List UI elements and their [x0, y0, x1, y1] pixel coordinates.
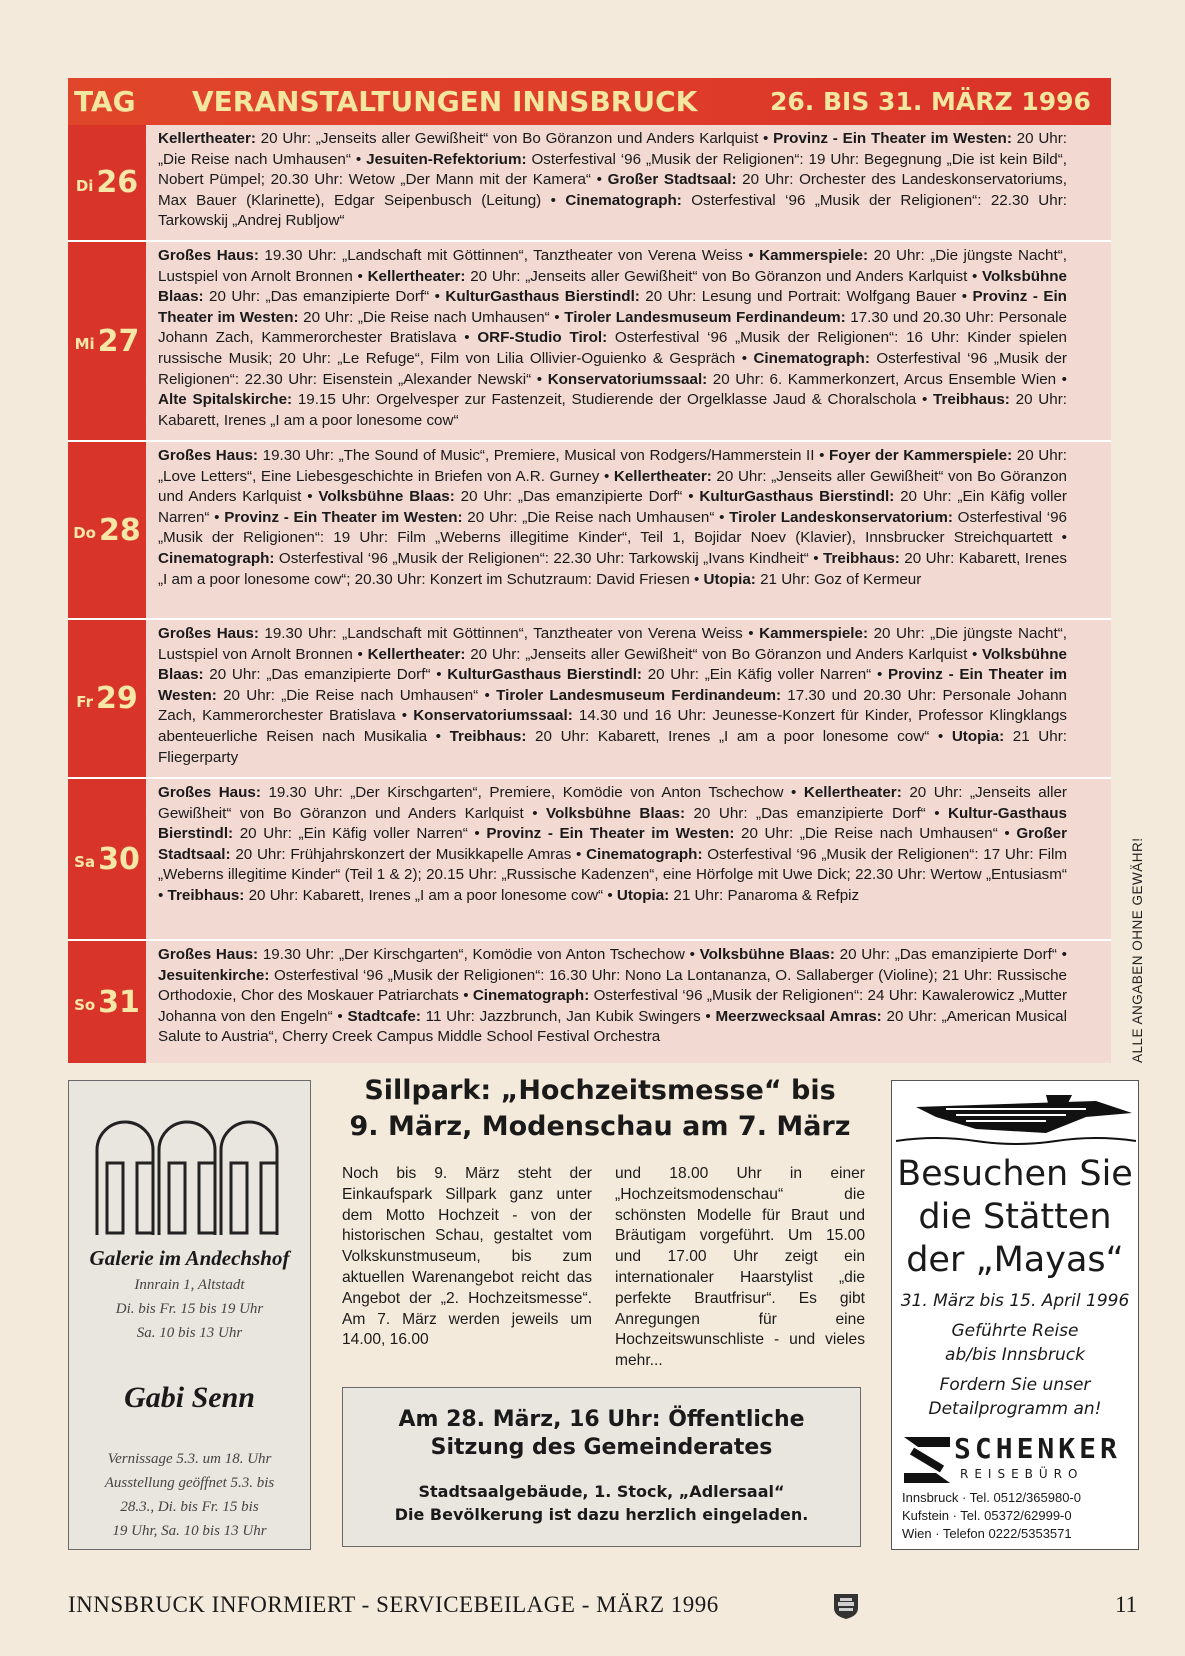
day-row [68, 242, 1111, 440]
event-details: 20 Uhr: „Die jüngste Nacht“, Lustspiel von Arnolt Bronnen • [158, 247, 1067, 285]
event-details: Osterfestival ‘96 „Musik der Religionen“: 16.30 Uhr: Nono La Lontananza, O. Sallaberger (Violine); 21 Uhr: Russische Orthodoxie, Chor des Moskauer Patriarchats • [158, 966, 1067, 1005]
venue-name: Tiroler Landeskonservatorium: [729, 508, 953, 526]
event-details: 20 Uhr: Kabarett, Irenes „I am a poor lonesome cow“; 20.30 Uhr: Konzert im Schutzraum: David Friesen • [158, 549, 1067, 588]
venue-name: Kellertheater: [158, 130, 256, 147]
venue-name: Konservatoriumssaal: [413, 707, 573, 725]
contact-list [902, 1489, 1132, 1543]
gallery-hours: Di. bis Fr. 15 bis 19 Uhr [115, 1301, 264, 1317]
venue-name: Kultur-Gasthaus Bierstindl: [158, 804, 1067, 843]
article-title: Sillpark: „Hochzeitsmesse“ bis 9. März, Modenschau am 7. März [349, 1075, 851, 1142]
travel-cta: Fordern Sie unser [939, 1375, 1091, 1395]
event-details: 20 Uhr: Kabarett, Irenes „I am a poor lonesome cow“ • [526, 727, 952, 745]
event-details: 20 Uhr: „Das emanzipierte Dorf“ • [203, 666, 448, 684]
venue-name: Alte Spitalskirche: [158, 391, 293, 409]
event-details: 20 Uhr: „Jenseits aller Gewißheit“ von Bo Göranzon und Anders Karlquist • [255, 130, 774, 147]
event-details: 19.30 Uhr: „Der Kirschgarten“, Komödie von Anton Tschechow • [258, 946, 700, 963]
event-details: 20 Uhr: „American Musical Salute to Austria“, Cherry Creek Campus Middle School Festival Orchestra [158, 1007, 1067, 1046]
contact-line: Kufstein · Tel. 05372/62999-0 [902, 1508, 1072, 1523]
day-column-header: TAG [74, 85, 136, 118]
event-details: 11 Uhr: Jazzbrunch, Jan Kubik Swingers • [420, 1007, 716, 1025]
event-details: 21 Uhr: Goz of Kermeur [755, 570, 922, 588]
venue-name: Provinz - Ein Theater im Westen: [773, 130, 1012, 147]
brand-subtitle: REISEBÜRO [960, 1467, 1084, 1481]
schenker-logo-icon [904, 1437, 950, 1483]
event-details: 20 Uhr: „Love Letters“, Eine Liebesgeschichte in Briefen von A.R. Gurney • [158, 447, 1068, 485]
venue-name: Provinz - Ein Theater im Westen: [158, 288, 1067, 326]
event-details: 19.30 Uhr: „The Sound of Music“, Premiere, Musical von Rodgers/Hammerstein II • [258, 447, 830, 464]
day-label: Fr 29 [68, 620, 146, 777]
event-details: 20 Uhr: Frühjahrskonzert der Musikkapelle Amras • [230, 845, 587, 863]
day-label: So 31 [68, 941, 146, 1063]
gallery-hours: Sa. 10 bis 13 Uhr [136, 1325, 243, 1341]
day-row [68, 442, 1111, 618]
council-notice [342, 1387, 861, 1547]
event-details: Osterfestival ‘96 „Musik der Religionen“: 22.30 Uhr: Eisenstein „Alexander Newski“ • [158, 349, 1067, 388]
event-details: 20 Uhr: „Die Reise nach Umhausen“ • [462, 508, 730, 526]
article-column: Noch bis 9. März steht der Einkaufspark Sillpark ganz unter dem Motto Hochzeit - von der historischen Schau, gestaltet vom Volkskunstmuseum, bis zum aktuellen Warenangebot reicht das Angebot der „2. Hochzeitsmesse“. Am 7. März werden jeweils um 14.00, 16.00 [342, 1165, 592, 1349]
event-details: 20 Uhr: „Das emanzipierte Dorf“ • [685, 804, 948, 822]
event-details: 19.15 Uhr: Orgelvesper zur Fastenzeit, Studierende der Orgelklasse Jaud & Choralschola • [292, 391, 934, 409]
venue-name: Jesuiten-Refektorium: [366, 150, 527, 168]
venue-name: Volksbühne Blaas: [318, 488, 455, 506]
events-table [68, 78, 1111, 1063]
travel-ad [891, 1080, 1139, 1550]
event-details: 20 Uhr: Kabarett, Irenes „I am a poor lonesome cow“ • [244, 886, 617, 904]
event-details: 20 Uhr: Lesung und Portrait: Wolfgang Bauer • [639, 288, 973, 306]
event-details: 14.30 und 16 Uhr: Jeunesse-Konzert für Kinder, Professor Klingklangs abenteuerliche Reisen nach Musikalia • [158, 707, 1067, 745]
venue-name: Großer Stadtsaal: [607, 171, 737, 189]
event-details: Osterfestival ‘96 „Musik der Religionen“: 22.30 Uhr: Tarkowskij „Andrej Rubljow“ [158, 191, 1067, 230]
city-crest-icon [832, 1590, 860, 1620]
venue-name: KulturGasthaus Bierstindl: [699, 488, 895, 506]
day-row [68, 620, 1111, 777]
day-row [68, 125, 1111, 240]
venue-name: Konservatoriumssaal: [547, 370, 708, 388]
venue-name: KulturGasthaus Bierstindl: [447, 666, 642, 684]
council-details: Stadtsaalgebäude, 1. Stock, „Adlersaal“ Die Bevölkerung ist dazu herzlich eingeladen. [394, 1482, 809, 1524]
event-details: 20 Uhr: „Die Reise nach Umhausen“ • [734, 825, 1017, 843]
venue-name: Großes Haus: [158, 784, 261, 801]
exhibition-info: 28.3., Di. bis Fr. 15 bis [120, 1499, 259, 1515]
venue-name: Provinz - Ein Theater im Westen: [224, 508, 463, 526]
event-details: 19.30 Uhr: „Landschaft mit Göttinnen“, Tanztheater von Verena Weiss • [258, 247, 760, 264]
event-details: 20 Uhr: „Das emanzipierte Dorf“ • [203, 288, 446, 306]
travel-dates: 31. März bis 15. April 1996 [900, 1291, 1130, 1311]
event-details: 17.30 und 20.30 Uhr: Personale Johann Zach, Kammerorchester Bratislava • [158, 308, 1067, 347]
event-details: 20 Uhr: „Die Reise nach Umhausen“ • [216, 686, 497, 704]
event-details: 17.30 und 20.30 Uhr: Personale Johann Zach, Kammerorchester Bratislava • [158, 686, 1068, 725]
day-label: Mi 27 [68, 242, 146, 440]
ship-icon [896, 1087, 1136, 1149]
event-details: Osterfestival ‘96 „Musik der Religionen“: 19 Uhr: Begegnung „Die ist kein Bild“, Nobert Pümpel; 20.30 Uhr: Wetow „Der Mann mit der Kamera“ • [158, 150, 1067, 189]
event-details: 20 Uhr: „Jenseits aller Gewißheit“ von Bo Göranzon und Anders Karlquist • [465, 267, 983, 285]
venue-name: Cinematograph: [586, 845, 703, 863]
event-details: 20 Uhr: „Ein Käfig voller Narren“ • [158, 488, 1067, 526]
venue-name: Großes Haus: [158, 447, 258, 464]
day-events [146, 620, 1111, 777]
exhibition-info: Ausstellung geöffnet 5.3. bis [104, 1475, 275, 1491]
event-details: 19.30 Uhr: „Der Kirschgarten“, Premiere, Komödie von Anton Tschechow • [260, 784, 804, 801]
day-events [146, 125, 1111, 240]
venue-name: KulturGasthaus Bierstindl: [445, 288, 640, 306]
disclaimer: ALLE ANGABEN OHNE GEWÄHR! [1130, 837, 1145, 1063]
day-row [68, 779, 1111, 939]
contact-line: Wien · Telefon 0222/5353571 [902, 1526, 1072, 1541]
venue-name: Utopia: [951, 727, 1005, 745]
venue-name: Großes Haus: [158, 625, 259, 642]
event-details: 20 Uhr: „Jenseits aller Gewißheit“ von Bo Göranzon und Anders Karlquist • [158, 467, 1067, 506]
contact-line: Innsbruck · Tel. 0512/365980-0 [902, 1490, 1081, 1505]
venue-name: Tiroler Landesmuseum Ferdinandeum: [564, 308, 846, 326]
venue-name: Treibhaus: [823, 549, 900, 567]
venue-name: Volksbühne Blaas: [699, 946, 835, 963]
event-details: 20 Uhr: Orchester des Landeskonservatoriums, Max Bauer (Klarinette), Edgar Seipenbusch (Leitung) • [158, 171, 1067, 209]
travel-cta: Detailprogramm an! [928, 1399, 1102, 1419]
travel-tour: Geführte Reise [951, 1321, 1079, 1341]
venue-name: Provinz - Ein Theater im Westen: [158, 666, 1067, 704]
event-details: Osterfestival ‘96 „Musik der Religionen“: 17 Uhr: Film „Weberns illegitime Kinder“ (Teil 1 & 2); 20.15 Uhr: „Russische Kadenzen“, eine Hörfolge mit Uwe Dick; 22.30 Uhr: Wertow „Entusiasm“ • [158, 845, 1067, 904]
event-details: 20 Uhr: „Die Reise nach Umhausen“ • [298, 308, 565, 326]
day-events [146, 941, 1111, 1063]
event-details: 20 Uhr: „Ein Käfig voller Narren“ • [233, 825, 487, 843]
council-heading: Am 28. März, 16 Uhr: Öffentliche Sitzung des Gemeinderates [398, 1407, 805, 1460]
day-events [146, 242, 1111, 440]
gallery-address: Innrain 1, Altstadt [134, 1277, 245, 1293]
travel-tour: ab/bis Innsbruck [945, 1345, 1085, 1365]
venue-name: Kellertheater: [367, 267, 466, 285]
artist-name: Gabi Senn [124, 1381, 255, 1414]
venue-name: Großes Haus: [158, 247, 259, 264]
venue-name: Treibhaus: [449, 727, 527, 745]
event-details: 20 Uhr: „Das emanzipierte Dorf“ • [454, 488, 700, 506]
venue-name: Volksbühne Blaas: [158, 645, 1067, 684]
article-column: und 18.00 Uhr in einer „Hochzeitsmodenschau“ die schönsten Modelle für Braut und Bräutigam vorgeführt. Um 15.00 und 17.00 Uhr zeigt ein internationaler Haarstylist „die perfekte Brautfrisur“. Es gibt Anregungen für eine Hochzeitswunschliste - und vieles mehr... [615, 1165, 865, 1370]
venue-name: Foyer der Kammerspiele: [829, 447, 1013, 464]
venue-name: Treibhaus: [933, 391, 1010, 409]
exhibition-info: 19 Uhr, Sa. 10 bis 13 Uhr [112, 1523, 267, 1539]
venue-name: Kammerspiele: [759, 625, 869, 642]
venue-name: Utopia: [703, 570, 756, 588]
venue-name: Tiroler Landesmuseum Ferdinandeum: [496, 686, 782, 704]
venue-name: Volksbühne Blaas: [158, 267, 1067, 306]
venue-name: Provinz - Ein Theater im Westen: [486, 825, 735, 843]
venue-name: Utopia: [616, 886, 670, 904]
event-details: 21 Uhr: Fliegerparty [158, 727, 1067, 766]
venue-name: Cinematograph: [565, 191, 682, 209]
event-details: 20 Uhr: „Jenseits aller Gewißheit“ von Bo Göranzon und Anders Karlquist • [465, 645, 983, 663]
venue-name: Cinematograph: [158, 549, 275, 567]
day-events [146, 779, 1111, 939]
venue-name: Kellertheater: [803, 784, 902, 801]
gallery-name: Galerie im Andechshof [89, 1246, 290, 1270]
event-details: 21 Uhr: Panaroma & Refpiz [669, 886, 860, 904]
venue-name: Stadtcafe: [347, 1007, 421, 1025]
event-details: Osterfestival ‘96 „Musik der Religionen“: 19 Uhr: Film „Weberns illegitime Kinder“, Teil 1, Bojidar Noev (Klavier), Innsbrucker Streichquartett • [158, 508, 1067, 547]
event-details: 20 Uhr: „Die jüngste Nacht“, Lustspiel von Arnolt Bronnen • [158, 625, 1067, 663]
venue-name: Großes Haus: [158, 946, 259, 963]
venue-name: Treibhaus: [167, 886, 245, 904]
event-details: Osterfestival ‘96 „Musik der Religionen“: 22.30 Uhr: Tarkowskij „Ivans Kindheit“ • [274, 549, 824, 567]
footer-text: INNSBRUCK INFORMIERT - SERVICEBEILAGE - MÄRZ 1996 [68, 1592, 719, 1617]
event-details: 20 Uhr: 6. Kammerkonzert, Arcus Ensemble Wien • [707, 370, 1067, 388]
exhibition-info: Vernissage 5.3. um 18. Uhr [107, 1451, 272, 1467]
event-details: 20 Uhr: „Das emanzipierte Dorf“ • [834, 946, 1067, 963]
venue-name: Kellertheater: [367, 645, 466, 663]
event-details: Osterfestival ‘96 „Musik der Religionen“: 16 Uhr: Kinder spielen russische Musik; 20 Uhr: „Le Refuge“, Film von Lilia Ollivier-Oguienko & Gespräch • [158, 329, 1067, 367]
page-number: 11 [1115, 1592, 1138, 1617]
arches-icon [87, 1095, 292, 1245]
travel-headline: Besuchen Sie die Stätten der „Mayas“ [897, 1154, 1133, 1280]
venue-name: Meerzwecksaal Amras: [715, 1007, 882, 1025]
venue-name: Cinematograph: [472, 987, 590, 1005]
venue-name: ORF-Studio Tirol: [477, 329, 608, 347]
venue-name: Jesuitenkirche: [158, 966, 270, 984]
venue-name: Großer Stadtsaal: [158, 825, 1067, 863]
event-details: 20 Uhr: „Ein Käfig voller Narren“ • [641, 666, 888, 684]
event-details: Osterfestival ‘96 „Musik der Religionen“: 24 Uhr: Kawalerowicz „Mutter Johanna von den Engeln“ • [158, 987, 1068, 1025]
event-details: 20 Uhr: „Die Reise nach Umhausen“ • [158, 130, 1068, 168]
events-header [68, 78, 1111, 125]
event-details: 20 Uhr: „Jenseits aller Gewißheit“ von Bo Göranzon und Anders Karlquist • [158, 784, 1067, 822]
day-row [68, 941, 1111, 1063]
event-details: 20 Uhr: Kabarett, Irenes „I am a poor lonesome cow“ [158, 391, 1067, 429]
events-date-range: 26. BIS 31. MÄRZ 1996 [770, 87, 1091, 116]
venue-name: Cinematograph: [753, 349, 870, 367]
venue-name: Kellertheater: [613, 467, 712, 485]
day-label: Di 26 [68, 125, 146, 240]
day-label: Sa 30 [68, 779, 146, 939]
venue-name: Kammerspiele: [759, 247, 869, 264]
events-title: VERANSTALTUNGEN INNSBRUCK [192, 85, 698, 118]
day-events [146, 442, 1111, 618]
brand-name: SCHENKER [954, 1432, 1121, 1465]
gallery-ad [68, 1080, 311, 1550]
venue-name: Volksbühne Blaas: [546, 804, 686, 822]
day-label: Do 28 [68, 442, 146, 618]
event-details: 19.30 Uhr: „Landschaft mit Göttinnen“, Tanztheater von Verena Weiss • [258, 625, 760, 642]
